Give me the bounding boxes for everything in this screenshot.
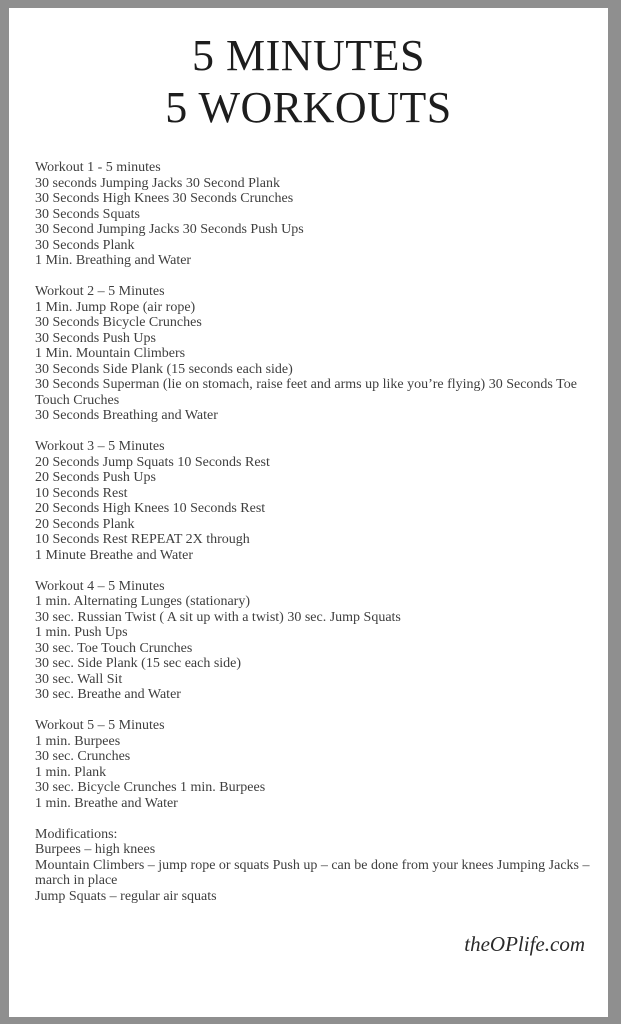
workout-line: 30 sec. Bicycle Crunches 1 min. Burpees	[35, 780, 266, 795]
section-heading: Workout 1 - 5 minutes	[35, 160, 161, 175]
workout-line: Burpees – high knees	[35, 842, 156, 857]
workout-line: 20 Seconds Plank	[35, 516, 135, 532]
workout-line: 1 min. Plank	[35, 764, 107, 780]
workout-line: 20 Seconds High Knees 10 Seconds Rest	[35, 501, 266, 516]
workout-line: 30 Seconds Breathing and Water	[35, 408, 218, 423]
section-heading: Workout 2 – 5 Minutes	[35, 284, 165, 299]
workout-line: 30 Seconds Bicycle Crunches	[35, 315, 202, 330]
workout-line: 30 sec. Wall Sit	[35, 671, 123, 687]
workout-line: 10 Seconds Rest REPEAT 2X through	[35, 532, 250, 547]
section-heading: Workout 3 – 5 Minutes	[35, 439, 165, 454]
workout-line: Jump Squats – regular air squats	[35, 888, 217, 904]
section-heading: Workout 4 – 5 Minutes	[35, 578, 165, 594]
workout-line: 30 sec. Toe Touch Crunches	[35, 640, 193, 656]
workout-line: 30 sec. Side Plank (15 sec each side)	[35, 656, 242, 671]
workout-line: 10 Seconds Rest	[35, 485, 128, 501]
workout-line: 20 Seconds Push Ups	[35, 470, 156, 485]
page-title-line-1: 5 MINUTES	[191, 31, 426, 80]
page-title-line-2: 5 WORKOUTS	[165, 83, 452, 132]
workout-section	[35, 827, 595, 905]
workout-line: 1 Min. Jump Rope (air rope)	[35, 299, 196, 315]
page-title	[9, 8, 608, 134]
workout-section	[35, 718, 595, 811]
workout-line: 20 Seconds Jump Squats 10 Seconds Rest	[35, 454, 270, 470]
workout-line: 30 Seconds Squats	[35, 206, 140, 222]
workout-line: 30 sec. Crunches	[35, 749, 131, 764]
workout-section	[35, 439, 595, 563]
workout-line: 1 min. Breathe and Water	[35, 795, 178, 811]
workout-section	[35, 284, 595, 424]
section-heading: Modifications:	[35, 826, 118, 842]
workout-line: 30 sec. Russian Twist ( A sit up with a twist) 30 sec. Jump Squats	[35, 609, 401, 625]
site-credit: theOPlife.com	[464, 932, 585, 956]
workout-line: 30 Second Jumping Jacks 30 Seconds Push Ups	[35, 222, 304, 237]
workout-section	[35, 579, 595, 703]
workout-line: 1 min. Burpees	[35, 733, 121, 749]
workout-line: 30 Seconds Push Ups	[35, 330, 156, 346]
workout-line: 1 min. Push Ups	[35, 625, 128, 640]
workout-line: 30 Seconds Plank	[35, 237, 135, 253]
section-heading: Workout 5 – 5 Minutes	[35, 718, 165, 733]
workout-line: 30 sec. Breathe and Water	[35, 687, 181, 702]
workout-line: 30 seconds Jumping Jacks 30 Second Plank	[35, 175, 280, 191]
workout-line: 30 Seconds High Knees 30 Seconds Crunches	[35, 191, 294, 206]
workout-line: 30 Seconds Superman (lie on stomach, raise feet and arms up like you’re flying) 30 Seconds Toe Touch Cruches	[35, 377, 577, 408]
workout-line: 1 Min. Mountain Climbers	[35, 346, 186, 361]
workout-line: 1 Minute Breathe and Water	[35, 547, 194, 563]
workout-sections	[9, 134, 608, 904]
workout-line: Mountain Climbers – jump rope or squats Push up – can be done from your knees Jumping Jacks – march in place	[35, 857, 590, 888]
workout-line: 30 Seconds Side Plank (15 seconds each side)	[35, 361, 293, 377]
workout-section	[35, 160, 595, 269]
workout-line: 1 Min. Breathing and Water	[35, 253, 192, 268]
workout-line: 1 min. Alternating Lunges (stationary)	[35, 594, 251, 609]
